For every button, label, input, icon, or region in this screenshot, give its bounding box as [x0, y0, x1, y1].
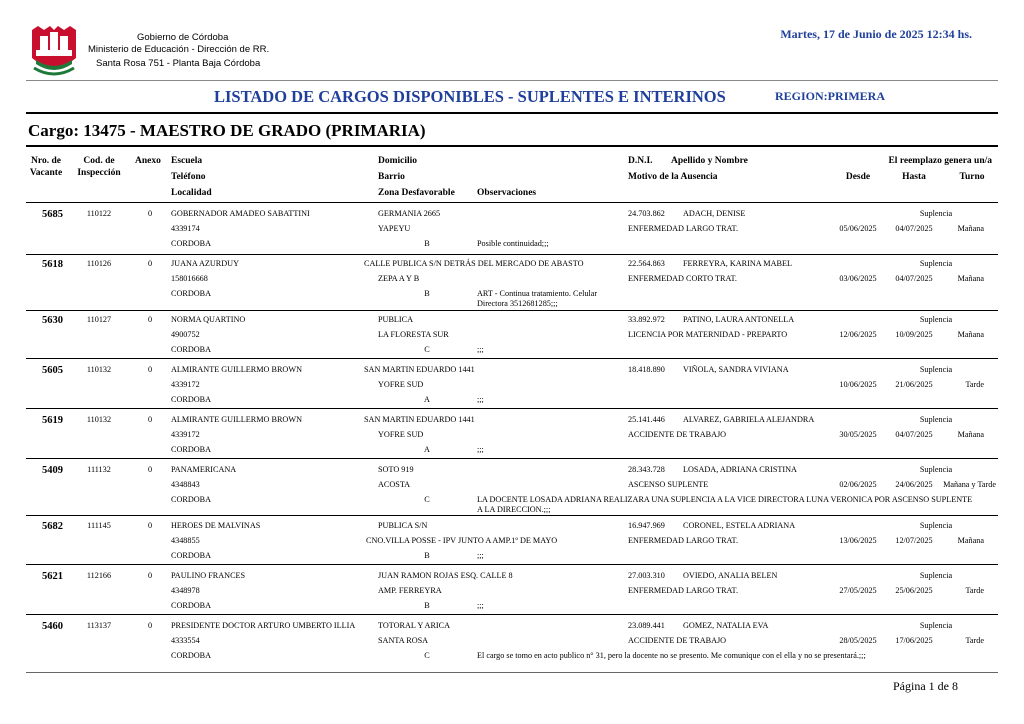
anexo: 0: [147, 621, 153, 630]
col-cod-1: Cod. de: [83, 156, 115, 166]
turno: Mañana: [957, 274, 984, 283]
dni: 28.343.728: [628, 465, 665, 474]
escuela: PRESIDENTE DOCTOR ARTURO UMBERTO ILLIA: [171, 621, 356, 630]
telefono: 4339172: [171, 380, 200, 389]
dni: 33.892.972: [628, 315, 665, 324]
barrio: LA FLORESTA SUR: [378, 330, 449, 339]
desde: 30/05/2025: [839, 430, 877, 439]
escuela: ALMIRANTE GUILLERMO BROWN: [171, 415, 302, 424]
telefono: 4348855: [171, 536, 200, 545]
cod-inspeccion: 112166: [86, 571, 112, 580]
turno: Tarde: [965, 380, 984, 389]
col-cod-2: Inspección: [77, 168, 121, 178]
cod-inspeccion: 110122: [86, 209, 112, 218]
anexo: 0: [147, 571, 153, 580]
col-escuela: Escuela: [171, 156, 203, 166]
dni: 22.564.863: [628, 259, 665, 268]
barrio: SANTA ROSA: [378, 636, 429, 645]
telefono: 4900752: [171, 330, 200, 339]
domicilio: SOTO 919: [378, 465, 414, 474]
apellido-nombre: ADACH, DENISE: [683, 209, 746, 218]
telefono: 4333554: [171, 636, 200, 645]
table-row: [0, 257, 1024, 309]
header-divider: [26, 80, 998, 81]
row-divider: [26, 614, 998, 615]
vacante-number: 5619: [42, 415, 63, 426]
anexo: 0: [147, 209, 153, 218]
telefono: 4348843: [171, 480, 200, 489]
escuela: NORMA QUARTINO: [171, 315, 246, 324]
motivo: ENFERMEDAD LARGO TRAT.: [628, 586, 739, 595]
desde: 02/06/2025: [839, 480, 877, 489]
turno: Mañana: [957, 430, 984, 439]
org-name: Gobierno de Córdoba: [137, 32, 229, 43]
domicilio: PUBLICA: [378, 315, 414, 324]
localidad: CORDOBA: [171, 395, 212, 404]
col-turno: Turno: [959, 172, 985, 182]
domicilio: GERMANIA 2665: [378, 209, 441, 218]
dni: 25.141.446: [628, 415, 665, 424]
observaciones: ;;;: [477, 345, 484, 354]
barrio: YOFRE SUD: [378, 430, 424, 439]
escuela: PAULINO FRANCES: [171, 571, 246, 580]
zona: C: [424, 345, 430, 354]
vacante-number: 5685: [42, 209, 63, 220]
row-divider: [26, 358, 998, 359]
observaciones: Posible continuidad;;;: [477, 239, 549, 248]
apellido-nombre: GOMEZ, NATALIA EVA: [683, 621, 769, 630]
turno: Mañana: [957, 330, 984, 339]
anexo: 0: [147, 259, 153, 268]
col-hasta: Hasta: [902, 172, 926, 182]
motivo: ACCIDENTE DE TRABAJO: [628, 636, 727, 645]
row-divider: [26, 310, 998, 311]
col-motivo: Motivo de la Ausencia: [628, 172, 718, 182]
telefono: 4348978: [171, 586, 200, 595]
observaciones: El cargo se tomo en acto publico n° 31, pero la docente no se presento. Me comunique con el ella y no se presentará.;;;: [477, 651, 866, 660]
apellido-nombre: ALVAREZ, GABRIELA ALEJANDRA: [683, 415, 815, 424]
vacante-number: 5460: [42, 621, 63, 632]
zona: C: [424, 495, 430, 504]
region-label: REGION:PRIMERA: [775, 89, 885, 103]
turno: Tarde: [965, 586, 984, 595]
anexo: 0: [147, 465, 153, 474]
cod-inspeccion: 110132: [86, 365, 112, 374]
observaciones: ART - Continua tratamiento. Celular Directora 3512681285;;;: [477, 289, 598, 308]
table-row: [0, 207, 1024, 255]
escuela: PANAMERICANA: [171, 465, 237, 474]
telefono: 4339172: [171, 430, 200, 439]
anexo: 0: [147, 521, 153, 530]
table-row: [0, 313, 1024, 359]
observaciones: LA DOCENTE LOSADA ADRIANA REALIZARA UNA SUPLENCIA A LA VICE DIRECTORA LUNA VERONICA POR ASCENSO SUPLENTE A LA DIRECCION.;;;: [477, 495, 973, 514]
desde: 10/06/2025: [839, 380, 877, 389]
observaciones: ;;;: [477, 551, 484, 560]
hasta: 25/06/2025: [895, 586, 933, 595]
genera: Suplencia: [919, 571, 953, 580]
barrio: ACOSTA: [378, 480, 411, 489]
genera: Suplencia: [919, 415, 953, 424]
vacante-number: 5682: [42, 521, 63, 532]
table-row: [0, 569, 1024, 615]
vacante-number: 5605: [42, 365, 63, 376]
col-anexo: Anexo: [135, 156, 161, 166]
motivo: ENFERMEDAD LARGO TRAT.: [628, 536, 739, 545]
genera: Suplencia: [919, 315, 953, 324]
cargo-divider: [26, 145, 998, 147]
zona: C: [424, 651, 430, 660]
desde: 13/06/2025: [839, 536, 877, 545]
vacante-number: 5621: [42, 571, 63, 582]
dni: 18.418.890: [628, 365, 665, 374]
motivo: ENFERMEDAD LARGO TRAT.: [628, 224, 739, 233]
telefono: 4339174: [171, 224, 200, 233]
domicilio: TOTORAL Y ARICA: [378, 621, 451, 630]
barrio: CNO.VILLA POSSE - IPV JUNTO A AMP.1º DE MAYO: [366, 536, 558, 545]
turno: Mañana: [957, 224, 984, 233]
dni: 23.089.441: [628, 621, 665, 630]
telefono: 158016668: [171, 274, 208, 283]
col-nro-2: Vacante: [29, 168, 63, 178]
apellido-nombre: FERREYRA, KARINA MABEL: [683, 259, 792, 268]
org-ministry: Ministerio de Educación - Dirección de RR.: [88, 44, 270, 55]
domicilio: SAN MARTIN EDUARDO 1441: [364, 415, 475, 424]
org-address: Santa Rosa 751 - Planta Baja Córdoba: [96, 58, 261, 69]
zona: A: [424, 445, 430, 454]
turno: Mañana: [957, 536, 984, 545]
zona: B: [424, 601, 430, 610]
dni: 27.003.310: [628, 571, 665, 580]
genera: Suplencia: [919, 465, 953, 474]
anexo: 0: [147, 415, 153, 424]
dni: 24.703.862: [628, 209, 665, 218]
row-divider: [26, 408, 998, 409]
zona: B: [424, 551, 430, 560]
desde: 27/05/2025: [839, 586, 877, 595]
hasta: 04/07/2025: [895, 430, 933, 439]
domicilio: SAN MARTIN EDUARDO 1441: [364, 365, 475, 374]
observaciones: ;;;: [477, 601, 484, 610]
cargo-title: Cargo: 13475 - MAESTRO DE GRADO (PRIMARIA): [28, 121, 426, 140]
cod-inspeccion: 110132: [86, 415, 112, 424]
escuela: JUANA AZURDUY: [171, 259, 240, 268]
observaciones: ;;;: [477, 445, 484, 454]
anexo: 0: [147, 315, 153, 324]
row-divider: [26, 564, 998, 565]
dni: 16.947.969: [628, 521, 665, 530]
localidad: CORDOBA: [171, 495, 212, 504]
apellido-nombre: OVIEDO, ANALIA BELEN: [683, 571, 778, 580]
motivo: ASCENSO SUPLENTE: [628, 480, 709, 489]
title-divider: [26, 112, 998, 114]
localidad: CORDOBA: [171, 289, 212, 298]
barrio: YOFRE SUD: [378, 380, 424, 389]
genera: Suplencia: [919, 209, 953, 218]
table-row: [0, 519, 1024, 565]
genera: Suplencia: [919, 259, 953, 268]
escuela: ALMIRANTE GUILLERMO BROWN: [171, 365, 302, 374]
vacante-number: 5618: [42, 259, 63, 270]
hasta: 04/07/2025: [895, 274, 933, 283]
page-number: Página 1 de 8: [893, 679, 958, 693]
cod-inspeccion: 111132: [87, 465, 111, 474]
cod-inspeccion: 110126: [86, 259, 112, 268]
table-row: [0, 363, 1024, 409]
localidad: CORDOBA: [171, 601, 212, 610]
col-domicilio: Domicilio: [378, 156, 418, 166]
col-zona: Zona Desfavorable: [378, 188, 455, 198]
col-apellido: Apellido y Nombre: [671, 156, 748, 166]
escuela: GOBERNADOR AMADEO SABATTINI: [171, 209, 310, 218]
hasta: 04/07/2025: [895, 224, 933, 233]
localidad: CORDOBA: [171, 445, 212, 454]
col-nro-1: Nro. de: [31, 156, 61, 166]
hasta: 21/06/2025: [895, 380, 933, 389]
cod-inspeccion: 113137: [86, 621, 112, 630]
col-observaciones: Observaciones: [477, 188, 537, 198]
domicilio: JUAN RAMON ROJAS ESQ. CALLE 8: [378, 571, 513, 580]
barrio: ZEPA A Y B: [378, 274, 420, 283]
domicilio: PUBLICA S/N: [378, 521, 428, 530]
motivo: ENFERMEDAD CORTO TRAT.: [628, 274, 737, 283]
barrio: AMP. FERREYRA: [378, 586, 442, 595]
localidad: CORDOBA: [171, 345, 212, 354]
hasta: 10/09/2025: [895, 330, 933, 339]
col-desde: Desde: [845, 172, 871, 182]
localidad: CORDOBA: [171, 551, 212, 560]
row-divider: [26, 458, 998, 459]
genera: Suplencia: [919, 365, 953, 374]
escuela: HEROES DE MALVINAS: [171, 521, 261, 530]
turno: Mañana y Tarde: [943, 480, 996, 489]
vacante-number: 5409: [42, 465, 63, 476]
desde: 03/06/2025: [839, 274, 877, 283]
col-telefono: Teléfono: [171, 172, 206, 182]
row-divider: [26, 515, 998, 516]
col-localidad: Localidad: [171, 188, 212, 198]
hasta: 17/06/2025: [895, 636, 933, 645]
col-barrio: Barrio: [378, 172, 405, 182]
cordoba-coat-of-arms-icon: [28, 24, 80, 80]
col-dni: D.N.I.: [628, 156, 653, 166]
hasta: 24/06/2025: [895, 480, 933, 489]
cod-inspeccion: 110127: [86, 315, 112, 324]
apellido-nombre: CORONEL, ESTELA ADRIANA: [683, 521, 796, 530]
localidad: CORDOBA: [171, 239, 212, 248]
localidad: CORDOBA: [171, 651, 212, 660]
apellido-nombre: PATINO, LAURA ANTONELLA: [683, 315, 795, 324]
apellido-nombre: LOSADA, ADRIANA CRISTINA: [683, 465, 797, 474]
zona: B: [424, 239, 430, 248]
header-rule: [26, 202, 998, 203]
cod-inspeccion: 111145: [87, 521, 111, 530]
desde: 28/05/2025: [839, 636, 877, 645]
table-row: [0, 463, 1024, 515]
apellido-nombre: VIÑOLA, SANDRA VIVIANA: [683, 365, 789, 374]
genera: Suplencia: [919, 621, 953, 630]
genera: Suplencia: [919, 521, 953, 530]
desde: 12/06/2025: [839, 330, 877, 339]
domicilio: CALLE PUBLICA S/N DETRÁS DEL MERCADO DE ABASTO: [364, 259, 584, 268]
footer-divider: [26, 672, 998, 673]
page-title: LISTADO DE CARGOS DISPONIBLES - SUPLENTES E INTERINOS: [214, 87, 726, 106]
barrio: YAPEYU: [378, 224, 411, 233]
row-divider: [26, 254, 998, 255]
motivo: ACCIDENTE DE TRABAJO: [628, 430, 727, 439]
table-row: [0, 619, 1024, 665]
report-date: Martes, 17 de Junio de 2025 12:34 hs.: [780, 27, 972, 41]
turno: Tarde: [965, 636, 984, 645]
desde: 05/06/2025: [839, 224, 877, 233]
hasta: 12/07/2025: [895, 536, 933, 545]
zona: B: [424, 289, 430, 298]
observaciones: ;;;: [477, 395, 484, 404]
table-row: [0, 413, 1024, 459]
motivo: LICENCIA POR MATERNIDAD - PREPARTO: [628, 330, 788, 339]
col-reemplazo: El reemplazo genera un/a: [888, 156, 992, 166]
zona: A: [424, 395, 430, 404]
anexo: 0: [147, 365, 153, 374]
vacante-number: 5630: [42, 315, 63, 326]
